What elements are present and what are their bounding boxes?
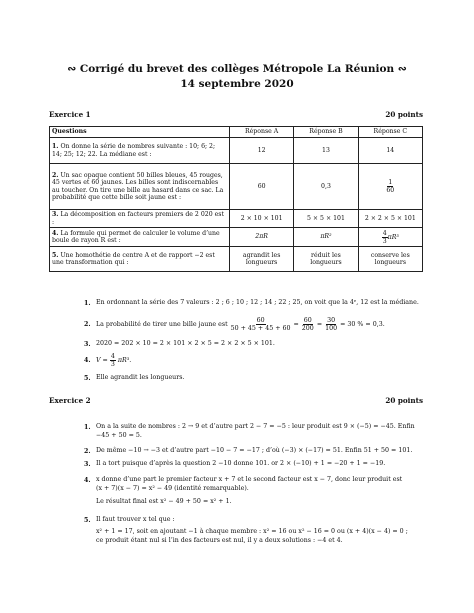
answer-number: 1. bbox=[84, 300, 91, 307]
answer-number: 3. bbox=[84, 341, 91, 348]
answer-prefix: La probabilité de tirer une bille jaune est bbox=[96, 320, 228, 328]
table-row bbox=[50, 210, 423, 228]
answer-text bbox=[96, 313, 385, 335]
fraction bbox=[385, 179, 395, 194]
fraction bbox=[324, 317, 338, 332]
fraction-denominator: 3 bbox=[382, 237, 387, 245]
exercise2-label: Exercice 2 bbox=[49, 396, 91, 405]
answer-text: En ordonnant la série des 7 valeurs : 2 ; 6 ; 10 ; 12 ; 14 ; 22 ; 25, on voit que la 4ᵉ, 12 est la médiane. bbox=[96, 299, 419, 306]
answer-suffix: πR³. bbox=[117, 356, 132, 364]
question-cell bbox=[50, 210, 230, 228]
fraction-denominator: 60 bbox=[386, 187, 395, 194]
answer-prefix: V = bbox=[96, 356, 108, 364]
answer-line: Il faut trouver x tel que : bbox=[96, 516, 175, 523]
header-answer-c: Réponse C bbox=[358, 127, 422, 138]
question-number: 3. bbox=[52, 211, 59, 219]
answer-line: (x + 7)(x − 7) = x² − 49 (identité remarquable). bbox=[96, 485, 249, 492]
header-questions: Questions bbox=[50, 127, 230, 138]
question-cell bbox=[50, 247, 230, 272]
question-text: La formule qui permet de calculer le volume d’une boule de rayon R est : bbox=[52, 229, 220, 244]
fraction-denominator: 200 bbox=[301, 324, 314, 332]
answer-suffix: πR³ bbox=[387, 233, 399, 241]
question-text: La décomposition en facteurs premiers de 2 020 est : bbox=[52, 211, 224, 226]
answer-text: De même −10 → −3 et d’autre part −10 − 7 = −17 ; d’où (−3) × (−17) = 51. Enfin 51 + 50 = 101. bbox=[96, 447, 413, 454]
table-row bbox=[50, 247, 423, 272]
fraction-numerator: 4 bbox=[382, 229, 387, 237]
answer-c bbox=[358, 164, 422, 210]
question-text: On donne la série de nombres suivante : 10; 6; 2; 14; 25; 12; 22. La médiane est : bbox=[52, 143, 216, 158]
question-number: 2. bbox=[52, 171, 59, 179]
answer-number: 2. bbox=[84, 321, 91, 328]
answer-number: 2. bbox=[84, 448, 91, 455]
question-cell bbox=[50, 228, 230, 247]
answer-text bbox=[96, 475, 426, 506]
answer-text bbox=[96, 422, 426, 440]
ornament-right: ∾ bbox=[397, 63, 407, 75]
exercise1-points: 20 points bbox=[385, 110, 423, 119]
answer-text: Il a tort puisque d’après la question 2 −10 donne 101. or 2 × (−10) + 1 = −20 + 1 = −19. bbox=[96, 460, 386, 467]
question-cell bbox=[50, 164, 230, 210]
question-text: Un sac opaque contient 50 billes bleues, 45 rouges, 45 vertes et 60 jaunes. Les billes sont indiscernables au toucher. On tire une bille au hasard dans ce sac. La probabilité que cette bille soit jaune est : bbox=[52, 171, 224, 201]
answer-c: conserve les longueurs bbox=[358, 247, 422, 272]
answer-number: 4. bbox=[84, 477, 91, 484]
table-row bbox=[50, 228, 423, 247]
answer-line: −45 + 50 = 5. bbox=[96, 432, 142, 439]
exercise1-label: Exercice 1 bbox=[49, 110, 91, 119]
question-number: 1. bbox=[52, 143, 59, 151]
page-subtitle: 14 septembre 2020 bbox=[180, 78, 294, 90]
answer-text: Elle agrandit les longueurs. bbox=[96, 374, 185, 381]
fraction-denominator: 3 bbox=[110, 360, 115, 368]
header-answer-b: Réponse B bbox=[294, 127, 358, 138]
ornament-left: ∾ bbox=[67, 63, 77, 75]
answer-number: 4. bbox=[84, 357, 91, 364]
answer-line: Le résultat final est x² − 49 + 50 = x² + 1. bbox=[96, 498, 232, 505]
answer-b: 0,3 bbox=[294, 164, 358, 210]
answer-number: 3. bbox=[84, 461, 91, 468]
equals-sign: = bbox=[316, 320, 323, 328]
answer-a: 2πR bbox=[229, 228, 293, 247]
answer-line: On a la suite de nombres : 2 → 9 et d’autre part 2 − 7 = −5 : leur produit est 9 × (−5) = −45. Enfin bbox=[96, 423, 415, 430]
answer-a: agrandit les longueurs bbox=[229, 247, 293, 272]
answer-line: x² + 1 = 17, soit en ajoutant −1 à chaque membre : x² = 16 ou x² − 16 = 0 ou (x + 4)(x − 4) = 0 ; bbox=[96, 528, 408, 535]
question-text: Une homothétie de centre A et de rapport −2 est une transformation qui : bbox=[52, 251, 215, 266]
exercise2-points: 20 points bbox=[385, 396, 423, 405]
answer-a: 60 bbox=[229, 164, 293, 210]
table-row bbox=[50, 138, 423, 164]
answer-suffix: = 30 % = 0,3. bbox=[340, 320, 385, 328]
page-title bbox=[0, 63, 474, 76]
answer-c: 14 bbox=[358, 138, 422, 164]
fraction-denominator: 100 bbox=[325, 324, 338, 332]
answer-line: x donne d’une part le premier facteur x + 7 et le second facteur est x − 7, donc leur produit est bbox=[96, 476, 403, 483]
fraction-numerator: 60 bbox=[256, 316, 265, 324]
answer-c: 2 × 2 × 5 × 101 bbox=[358, 210, 422, 228]
fraction-numerator: 4 bbox=[110, 352, 115, 360]
answer-b: réduit les longueurs bbox=[294, 247, 358, 272]
fraction bbox=[301, 317, 315, 332]
question-cell bbox=[50, 138, 230, 164]
answer-b: 13 bbox=[294, 138, 358, 164]
answer-number: 5. bbox=[84, 375, 91, 382]
answer-number: 1. bbox=[84, 424, 91, 431]
qcm-table bbox=[49, 126, 423, 272]
answer-b: πR² bbox=[294, 228, 358, 247]
fraction bbox=[110, 353, 116, 368]
answer-text bbox=[96, 515, 426, 545]
answer-b: 5 × 5 × 101 bbox=[294, 210, 358, 228]
answer-c bbox=[358, 228, 422, 247]
fraction bbox=[230, 317, 292, 332]
equals-sign: = bbox=[293, 320, 299, 328]
header-answer-a: Réponse A bbox=[229, 127, 293, 138]
answer-line: ce produit étant nul si l’in des facteurs est nul, il y a deux solutions : −4 et 4. bbox=[96, 537, 343, 544]
answer-text: 2020 = 202 × 10 = 2 × 101 × 2 × 5 = 2 × 2 × 5 × 101. bbox=[96, 340, 275, 347]
question-number: 4. bbox=[52, 229, 59, 237]
question-number: 5. bbox=[52, 251, 59, 259]
fraction-numerator: 30 bbox=[327, 316, 336, 324]
answer-a: 2 × 10 × 101 bbox=[229, 210, 293, 228]
fraction-denominator: 50 + 45 + 45 + 60 bbox=[230, 324, 291, 332]
fraction-numerator: 1 bbox=[388, 179, 393, 186]
answer-number: 5. bbox=[84, 517, 91, 524]
fraction-numerator: 60 bbox=[303, 316, 312, 324]
table-header-row bbox=[50, 127, 423, 138]
answer-text bbox=[96, 349, 131, 371]
title-line1: Corrigé du brevet des collèges Métropole La Réunion bbox=[79, 63, 395, 75]
table-row bbox=[50, 164, 423, 210]
answer-a: 12 bbox=[229, 138, 293, 164]
